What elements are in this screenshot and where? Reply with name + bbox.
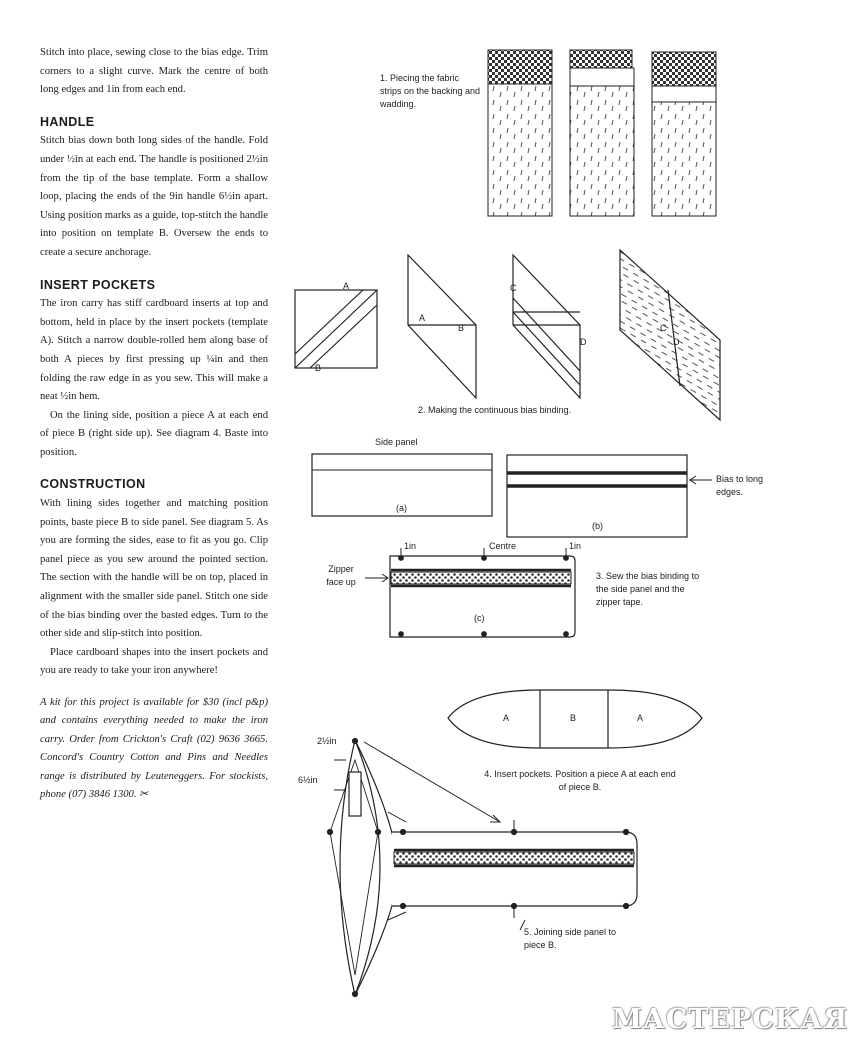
figure-4-caption: 4. Insert pockets. Position a piece A at each end of piece B. (484, 769, 676, 792)
figure-1-caption: 1. Piecing the fabric strips on the backing and wadding. (380, 73, 481, 109)
insert-pockets-heading: INSERT POCKETS (40, 277, 156, 292)
fig4-label-a1: A (503, 713, 510, 723)
construction-paragraph-2: Place cardboard shapes into the insert pockets and you are ready to take your iron anywhere! (40, 646, 268, 677)
fig3-zipper-label: Zipper face up (326, 564, 356, 587)
fig2-label-b2: B (458, 323, 465, 333)
fig3-side-panel-label: Side panel (375, 437, 418, 447)
fig5-dimension-2: 6½in (298, 775, 318, 785)
fig2-label-c1: C (510, 283, 517, 293)
fig4-label-b: B (570, 713, 577, 723)
fig5-dimension-1: 2½in (317, 736, 337, 746)
intro-paragraph: Stitch into place, sewing close to the bias edge. Trim corners to a slight curve. Mark the centre of both long edges and 1in from each end. (40, 47, 268, 96)
figure-3-caption: 3. Sew the bias binding to the side panel and the zipper tape. (596, 571, 700, 607)
fig3-label-c: (c) (474, 613, 485, 623)
figure-5-caption: 5. Joining side panel to piece B. (524, 927, 617, 950)
fig2-label-b1: B (315, 363, 322, 373)
construction-paragraph: With lining sides together and matching position points, baste piece B to side panel. See diagram 5. As you are forming the sides, ease to fit as you go. Clip panel piece as you sew around the pointed section. The section with the handle will be on top, placed in alignment with the smaller side panel. Stitch one side of the bias binding over the basted edges. Turn to the other side and slip-stitch into position. (40, 498, 268, 640)
fig2-label-d2: D (673, 337, 680, 347)
fig2-label-a1: A (343, 281, 350, 291)
figure-2-bias-binding (295, 250, 720, 420)
fig3-centre: Centre (489, 541, 517, 551)
fig3-label-b: (b) (592, 521, 603, 531)
insert-pockets-paragraph: The iron carry has stiff cardboard inserts at top and bottom, held in place by the insert pockets (template A). Stitch a narrow double-rolled hem along base of both A pieces by first pressing up ¼in and then folding the raw edge in as you sew. This will make a neat ½in hem. (40, 298, 268, 403)
construction-heading: CONSTRUCTION (40, 477, 146, 492)
insert-pockets-paragraph-2: On the lining side, position a piece A at each end of piece B (right side up). See diagram 4. Baste into position. (40, 409, 268, 458)
kit-note: A kit for this project is available for $30 (incl p&p) and contains everything needed to make the iron carry. Order from Crickton's Craft (02) 9636 3665. Concord's Country Cotton and Pins and Needles range is distributed by Leuteneggers. For stockists, phone (07) 3846 1300. ✂ (40, 697, 268, 801)
fig3-label-a: (a) (396, 503, 407, 513)
handle-paragraph: Stitch bias down both long sides of the handle. Fold under ½in at each end. The handle is positioned 2½in from the tip of the base template. Form a shallow loop, placing the ends of the 9in handle 6½in apart. Using position marks as a guide, top-stitch the handle into position on template B. Oversew the ends to create a secure anchorage. (40, 135, 268, 258)
fig2-label-d1: D (580, 337, 587, 347)
figure-1-strips (488, 50, 716, 216)
figure-2-caption: 2. Making the continuous bias binding. (418, 405, 572, 415)
fig3-1in-left: 1in (404, 541, 417, 551)
handle-heading: HANDLE (40, 114, 95, 129)
fig4-label-a2: A (637, 713, 644, 723)
watermark: МАСТЕРСКАЯ (612, 1004, 848, 1035)
fig3-1in-right: 1in (569, 541, 582, 551)
fig2-label-c2: C (660, 323, 667, 333)
fig3-bias-note: Bias to long edges. (716, 474, 764, 497)
fig2-label-a2: A (419, 313, 426, 323)
